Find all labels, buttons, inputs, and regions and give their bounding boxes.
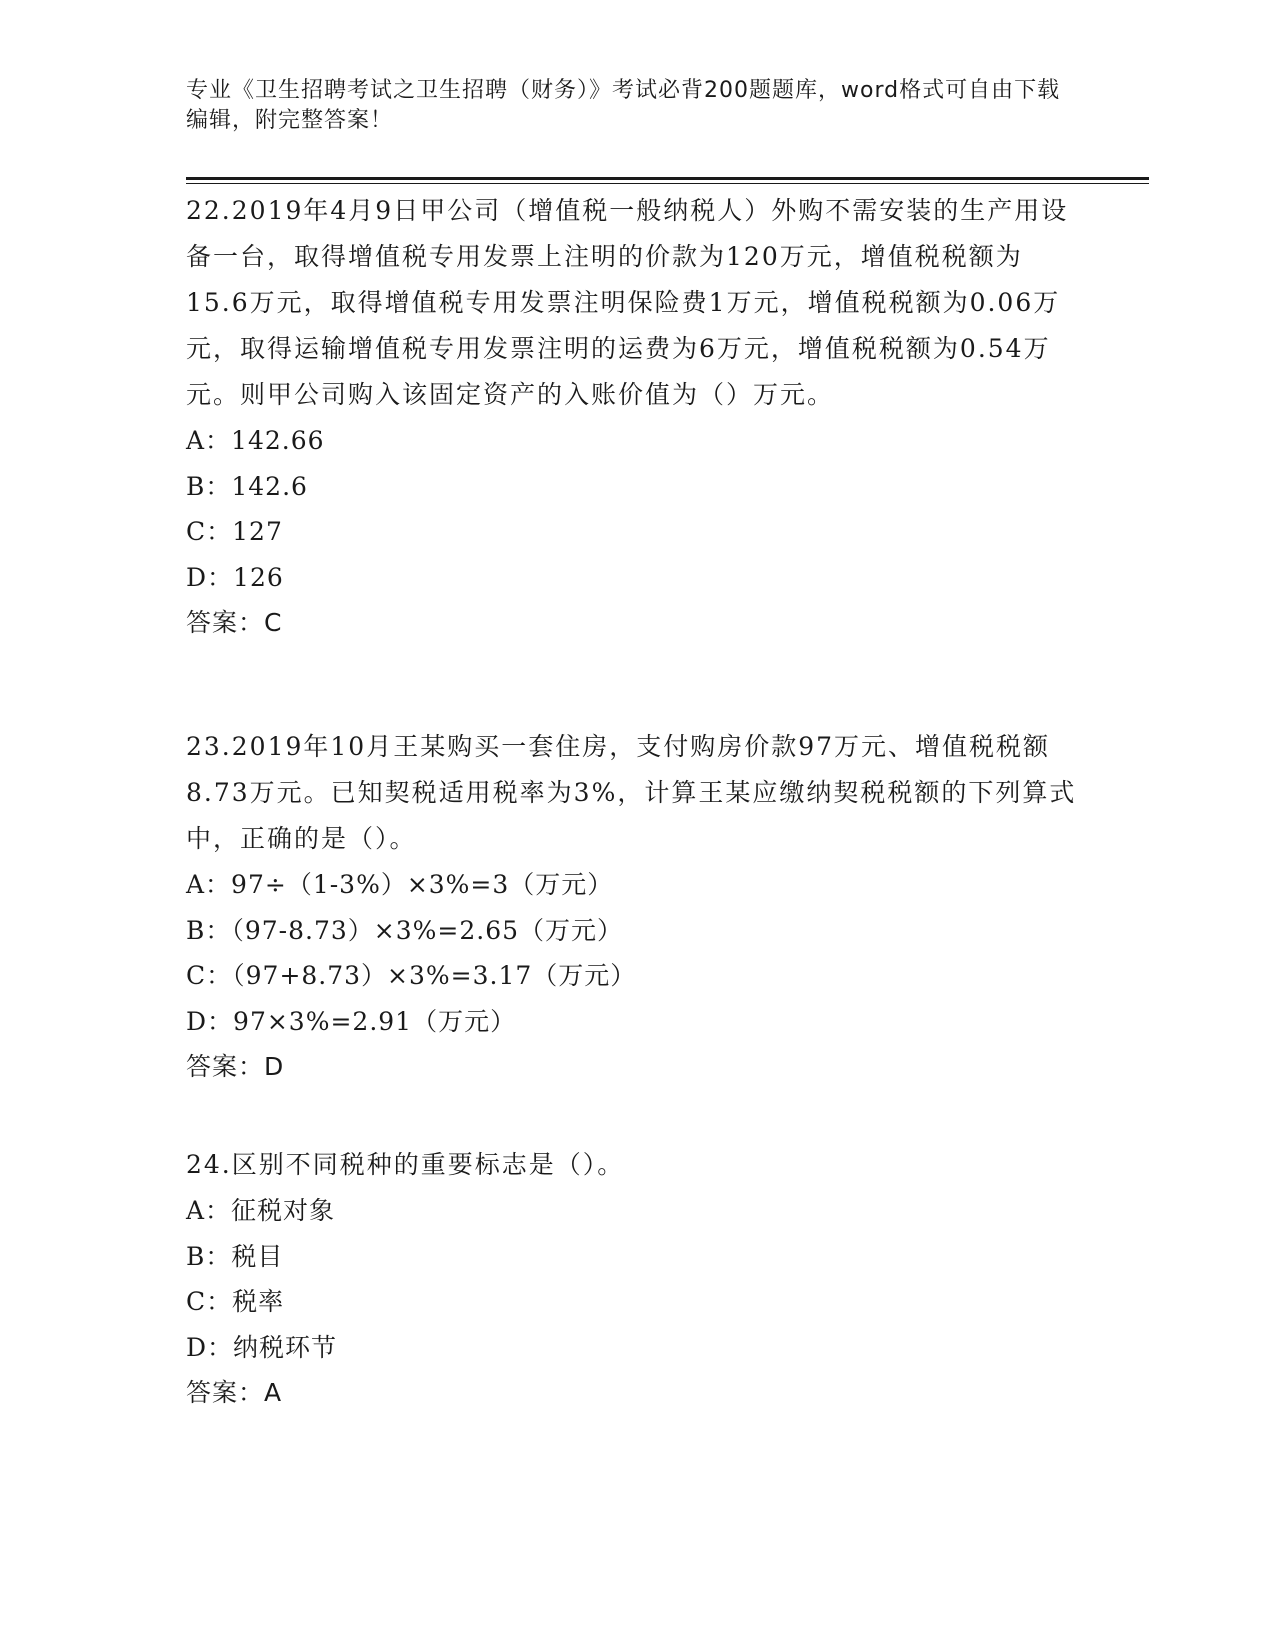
question-23 bbox=[186, 724, 1086, 1090]
question-24 bbox=[186, 1142, 1086, 1416]
header-divider-thin bbox=[186, 183, 1149, 184]
question-stem: 22.2019年4月9日甲公司（增值税一般纳税人）外购不需安装的生产用设备一台，取得增值税专用发票上注明的价款为120万元，增值税税额为15.6万元，取得增值税专用发票注明保险费1万元，增值税税额为0.06万元，取得运输增值税专用发票注明的运费为6万元，增值税税额为0.54万元。则甲公司购入该固定资产的入账价值为（）万元。 bbox=[186, 196, 1069, 409]
header-divider-thick bbox=[186, 177, 1149, 180]
question-22 bbox=[186, 188, 1086, 646]
answer-label: 答案：D bbox=[186, 1052, 285, 1081]
option-d: D：纳税环节 bbox=[186, 1332, 338, 1362]
answer-label: 答案：A bbox=[186, 1378, 283, 1407]
answer-label: 答案：C bbox=[186, 608, 283, 637]
question-stem: 23.2019年10月王某购买一套住房，支付购房价款97万元、增值税税额8.73万元。已知契税适用税率为3%，计算王某应缴纳契税税额的下列算式中，正确的是（）。 bbox=[186, 732, 1077, 853]
question-stem: 24.区别不同税种的重要标志是（）。 bbox=[186, 1150, 625, 1179]
option-c: C：127 bbox=[186, 517, 283, 546]
option-b: B：142.6 bbox=[186, 471, 308, 501]
document-header: 专业《卫生招聘考试之卫生招聘（财务）》考试必背200题题库，word格式可自由下载编辑，附完整答案！ bbox=[186, 78, 1061, 133]
option-a: A：97÷（1-3%）×3%=3（万元） bbox=[186, 870, 614, 899]
option-a: A：征税对象 bbox=[186, 1196, 336, 1225]
option-a: A：142.66 bbox=[186, 426, 325, 455]
option-b: B：税目 bbox=[186, 1241, 284, 1271]
option-d: D：126 bbox=[186, 562, 284, 592]
option-c: C：税率 bbox=[186, 1287, 285, 1316]
option-c: C：（97+8.73）×3%=3.17（万元） bbox=[186, 961, 637, 990]
option-d: D：97×3%=2.91（万元） bbox=[186, 1006, 517, 1036]
option-b: B：（97-8.73）×3%=2.65（万元） bbox=[186, 915, 624, 945]
